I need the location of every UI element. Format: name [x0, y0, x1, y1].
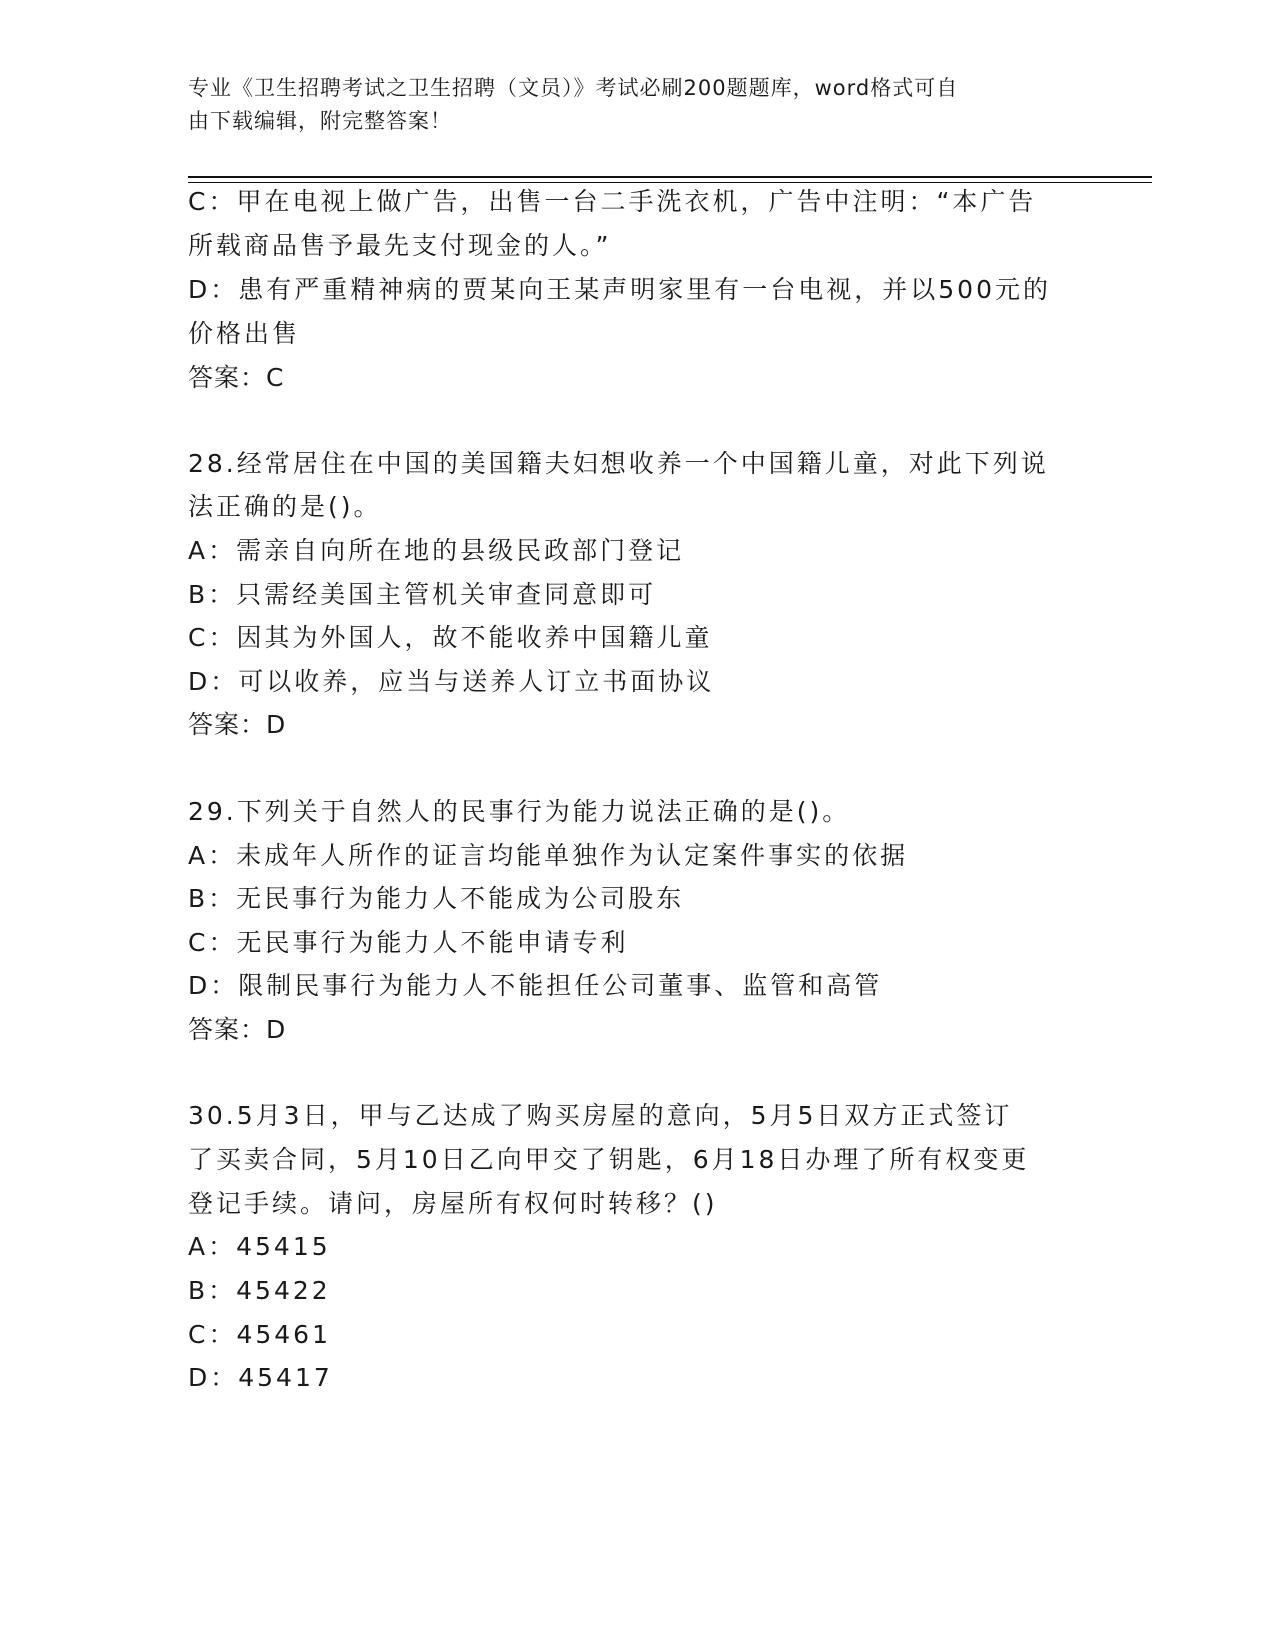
prev-answer: 答案：C	[188, 363, 285, 392]
q28-answer: 答案：D	[188, 710, 287, 739]
header-rule-thin	[188, 182, 1152, 183]
prev-option-c-line-1: C：甲在电视上做广告，出售一台二手洗衣机，广告中注明：“本广告	[188, 187, 1037, 216]
q30-option-b: B：45422	[188, 1276, 331, 1305]
prev-option-d-line-1: D：患有严重精神病的贾某向王某声明家里有一台电视，并以500元的	[188, 275, 1051, 304]
q29-option-a: A：未成年人所作的证言均能单独作为认定案件事实的依据	[188, 841, 909, 870]
q30-option-c: C：45461	[188, 1320, 331, 1349]
q30-stem-line-2: 了买卖合同，5月10日乙向甲交了钥匙，6月18日办理了所有权变更	[188, 1145, 1030, 1174]
q30-option-d: D：45417	[188, 1363, 333, 1392]
prev-option-c-line-2: 所载商品售予最先支付现金的人。”	[188, 231, 612, 260]
q28-option-d: D：可以收养，应当与送养人订立书面协议	[188, 667, 715, 696]
q28-option-c: C：因其为外国人，故不能收养中国籍儿童	[188, 623, 713, 652]
header-line-2: 由下载编辑，附完整答案！	[188, 109, 452, 133]
q29-option-c: C：无民事行为能力人不能申请专利	[188, 928, 629, 957]
q29-stem-line-1: 29.下列关于自然人的民事行为能力说法正确的是()。	[188, 797, 851, 826]
q30-stem-line-3: 登记手续。请问，房屋所有权何时转移？()	[188, 1189, 718, 1218]
document-header	[188, 72, 1068, 138]
q28-stem-line-2: 法正确的是()。	[188, 492, 382, 521]
prev-option-d-line-2: 价格出售	[188, 319, 301, 348]
q28-option-a: A：需亲自向所在地的县级民政部门登记	[188, 536, 685, 565]
q28-stem-line-1: 28.经常居住在中国的美国籍夫妇想收养一个中国籍儿童，对此下列说	[188, 449, 1049, 478]
q30-stem-line-1: 30.5月3日，甲与乙达成了购买房屋的意向，5月5日双方正式签订	[188, 1101, 1013, 1130]
header-line-1: 专业《卫生招聘考试之卫生招聘（文员）》考试必刷200题题库，word格式可自	[188, 76, 959, 100]
q29-option-d: D：限制民事行为能力人不能担任公司董事、监管和高管	[188, 971, 883, 1000]
q30-option-a: A：45415	[188, 1232, 331, 1261]
q29-answer: 答案：D	[188, 1015, 287, 1044]
q28-option-b: B：只需经美国主管机关审查同意即可	[188, 580, 657, 609]
q29-option-b: B：无民事行为能力人不能成为公司股东	[188, 884, 685, 913]
header-rule-thick	[188, 176, 1152, 178]
